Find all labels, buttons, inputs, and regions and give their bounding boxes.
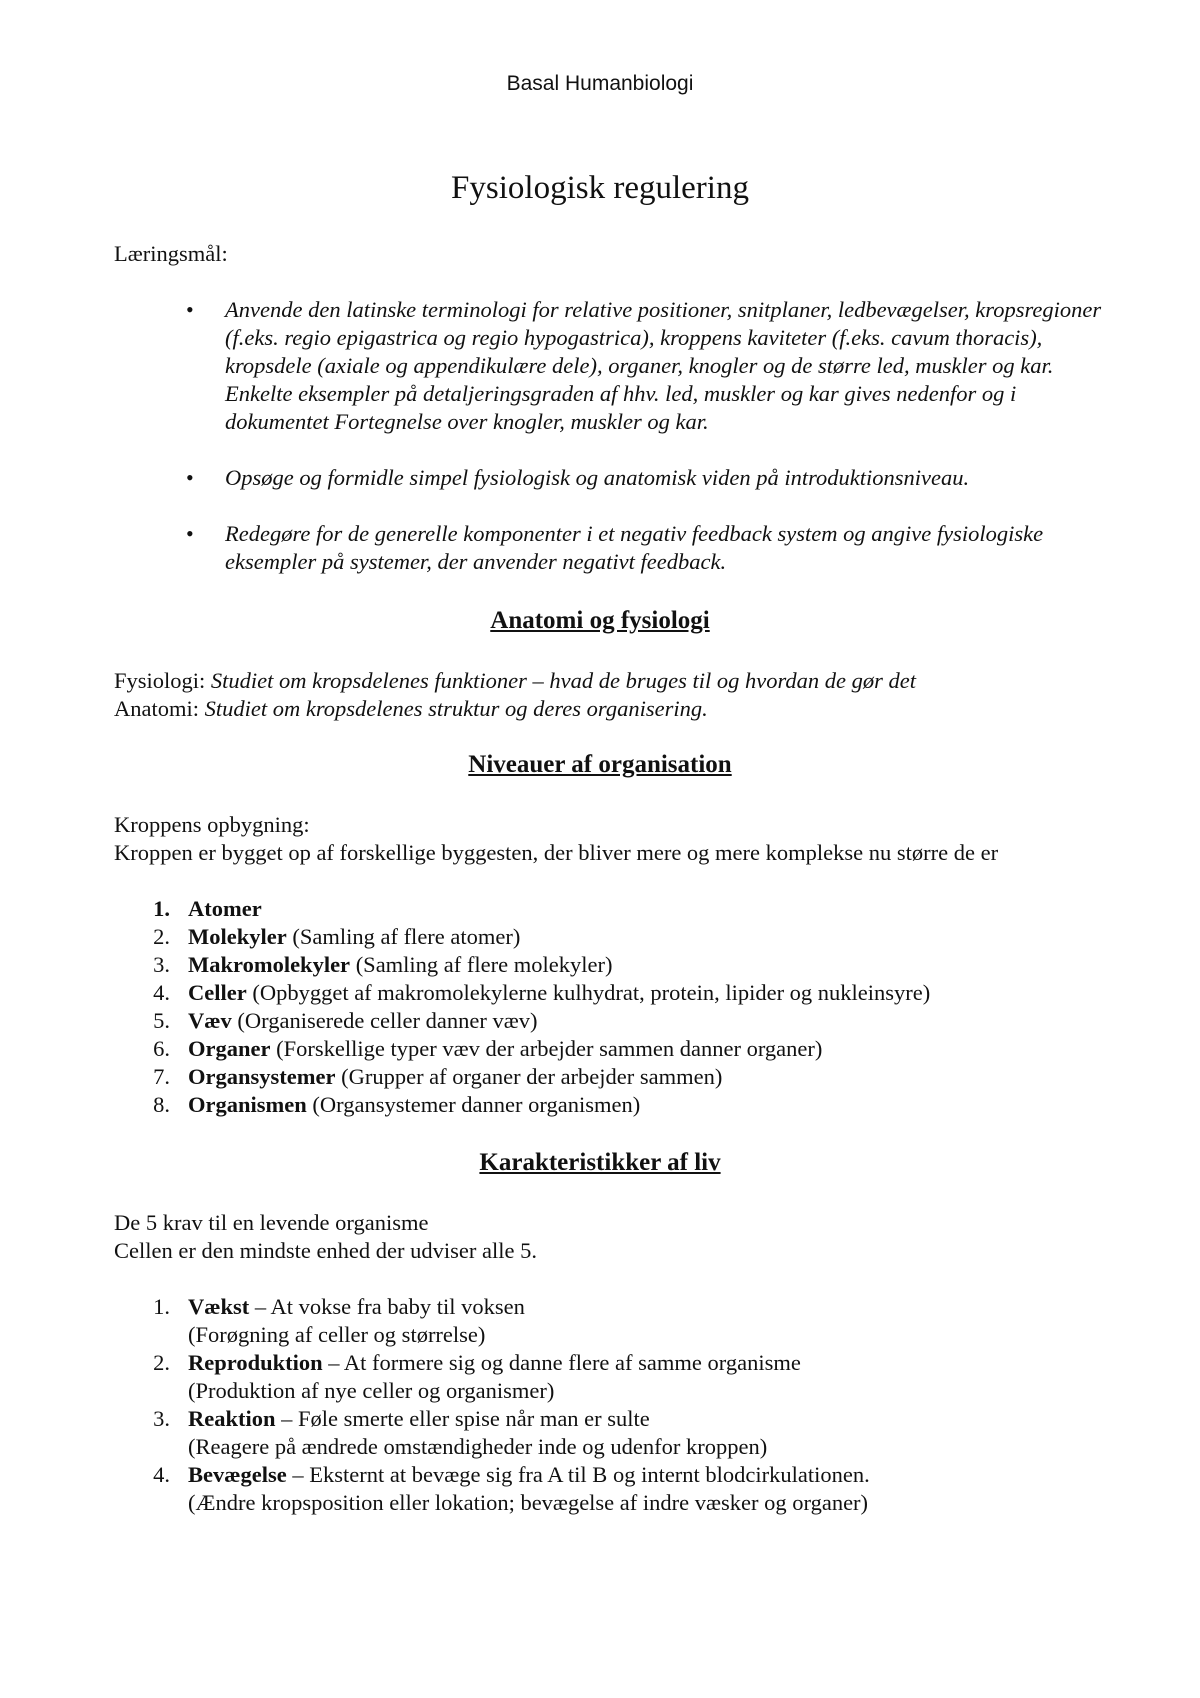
section-intro: Kroppen er bygget op af forskellige byggesten, der bliver mere og mere komplekse nu større de er bbox=[114, 840, 999, 865]
list-item-detail: (Reagere på ændrede omstændigheder inde og udenfor kroppen) bbox=[188, 1434, 768, 1459]
list-term: Vækst bbox=[188, 1294, 250, 1319]
list-item-detail: (Forøgning af celler og størrelse) bbox=[188, 1322, 486, 1347]
definition-anatomi bbox=[114, 695, 708, 723]
learning-goal-item: Opsøge og formidle simpel fysiologisk og anatomisk viden på introduktionsniveau. bbox=[225, 465, 970, 490]
section-heading-anatomi: Anatomi og fysiologi bbox=[490, 607, 710, 634]
list-term: Organsystemer bbox=[188, 1064, 336, 1089]
page-header: Basal Humanbiologi bbox=[506, 72, 694, 95]
bullet-icon: • bbox=[186, 521, 194, 546]
list-item bbox=[188, 1350, 801, 1376]
list-desc: – Eksternt at bevæge sig fra A til B og internt blodcirkulationen. bbox=[286, 1462, 870, 1487]
list-desc: (Forskellige typer væv der arbejder sammen danner organer) bbox=[270, 1036, 823, 1061]
list-item bbox=[188, 952, 612, 978]
list-desc: (Opbygget af makromolekylerne kulhydrat, protein, lipider og nukleinsyre) bbox=[246, 980, 931, 1005]
list-item bbox=[188, 1462, 870, 1488]
list-number: 6. bbox=[153, 1036, 170, 1061]
list-item-detail: (Ændre kropsposition eller lokation; bevægelse af indre væsker og organer) bbox=[188, 1490, 869, 1515]
list-number: 3. bbox=[153, 952, 170, 977]
list-term: Væv bbox=[188, 1008, 232, 1033]
definition-text: Studiet om kropsdelenes funktioner – hvad de bruges til og hvordan de gør det bbox=[210, 668, 916, 693]
section-heading-karakteristikker: Karakteristikker af liv bbox=[479, 1149, 721, 1176]
list-desc: (Organiserede celler danner væv) bbox=[231, 1008, 538, 1033]
list-term: Reproduktion bbox=[188, 1350, 323, 1375]
list-term: Reaktion bbox=[188, 1406, 276, 1431]
list-item bbox=[188, 896, 262, 922]
learning-goals-label: Læringsmål: bbox=[114, 241, 228, 266]
section-intro: De 5 krav til en levende organisme bbox=[114, 1210, 429, 1235]
list-number: 1. bbox=[153, 896, 170, 921]
list-term: Makromolekyler bbox=[188, 952, 351, 977]
list-number: 1. bbox=[153, 1294, 170, 1319]
list-item bbox=[188, 924, 520, 950]
list-number: 7. bbox=[153, 1064, 170, 1089]
list-desc: – At formere sig og danne flere af samme organisme bbox=[322, 1350, 801, 1375]
list-desc: – Føle smerte eller spise når man er sulte bbox=[275, 1406, 650, 1431]
list-number: 3. bbox=[153, 1406, 170, 1431]
list-item bbox=[188, 1064, 722, 1090]
page-title: Fysiologisk regulering bbox=[451, 170, 749, 206]
section-heading-niveauer: Niveauer af organisation bbox=[468, 751, 732, 778]
learning-goal-item: Redegøre for de generelle komponenter i et negativ feedback system og angive fysiologiske eksempler på systemer, der anvender negativt feedback. bbox=[225, 521, 1044, 574]
list-term: Molekyler bbox=[188, 924, 287, 949]
list-desc: (Grupper af organer der arbejder sammen) bbox=[335, 1064, 723, 1089]
list-desc: – At vokse fra baby til voksen bbox=[249, 1294, 525, 1319]
list-term: Atomer bbox=[188, 896, 262, 921]
list-number: 8. bbox=[153, 1092, 170, 1117]
list-item bbox=[188, 980, 930, 1006]
definition-label: Fysiologi: bbox=[114, 668, 211, 693]
list-desc: (Samling af flere molekyler) bbox=[350, 952, 613, 977]
section-intro: Cellen er den mindste enhed der udviser alle 5. bbox=[114, 1238, 537, 1263]
list-item bbox=[188, 1406, 650, 1432]
list-item bbox=[188, 1008, 537, 1034]
list-desc: (Samling af flere atomer) bbox=[286, 924, 521, 949]
list-number: 2. bbox=[153, 924, 170, 949]
list-item bbox=[188, 1092, 640, 1118]
list-number: 4. bbox=[153, 1462, 170, 1487]
learning-goal-item: Anvende den latinske terminologi for relative positioner, snitplaner, ledbevægelser, kropsregioner (f.eks. regio epigastrica og regio hypogastrica), kroppens kaviteter (f.eks. cavum thoracis), kropsdele (axiale og appendikulære dele), organer, knogler og de større led, muskler og kar. Enkelte eksempler på detaljeringsgraden af hhv. led, muskler og kar gives nedenfor og i dokumentet Fortegnelse over knogler, muskler og kar. bbox=[225, 297, 1102, 434]
list-desc: (Organsystemer danner organismen) bbox=[306, 1092, 641, 1117]
bullet-icon: • bbox=[186, 465, 194, 490]
definition-fysiologi bbox=[114, 667, 916, 695]
definition-label: Anatomi: bbox=[114, 696, 205, 721]
list-term: Bevægelse bbox=[188, 1462, 287, 1487]
bullet-icon: • bbox=[186, 297, 194, 322]
definition-text: Studiet om kropsdelenes struktur og deres organisering. bbox=[204, 696, 708, 721]
section-intro: Kroppens opbygning: bbox=[114, 812, 310, 837]
list-number: 4. bbox=[153, 980, 170, 1005]
list-item bbox=[188, 1036, 822, 1062]
list-term: Organer bbox=[188, 1036, 271, 1061]
list-number: 5. bbox=[153, 1008, 170, 1033]
list-item bbox=[188, 1294, 525, 1320]
list-item-detail: (Produktion af nye celler og organismer) bbox=[188, 1378, 555, 1403]
list-term: Organismen bbox=[188, 1092, 307, 1117]
list-term: Celler bbox=[188, 980, 247, 1005]
list-number: 2. bbox=[153, 1350, 170, 1375]
